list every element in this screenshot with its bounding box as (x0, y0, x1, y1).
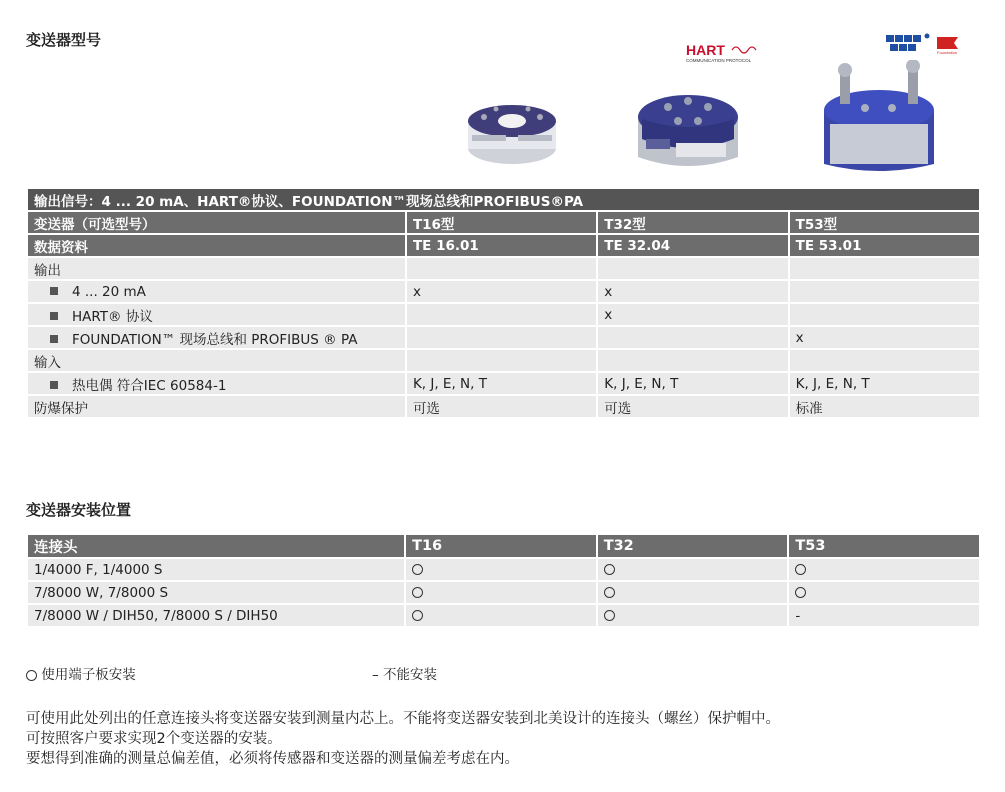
table1-row-label-cell (28, 258, 405, 279)
table1-row-label: HART® 协议 (72, 308, 153, 325)
table2-cell: - (789, 605, 979, 626)
table1-row-label: 输入 (34, 354, 61, 371)
table1-header-cell: T32型 (598, 212, 787, 233)
table2-body (28, 559, 979, 626)
table2-cell (406, 605, 596, 626)
note-line: 可使用此处列出的任意连接头将变送器安装到测量内芯上。不能将变送器安装到北美设计的连接头（螺丝）保护帽中。 (26, 711, 780, 727)
table1-header-cell: T16型 (407, 212, 596, 233)
square-bullet-icon (50, 312, 58, 320)
table1-row-label-cell (28, 281, 405, 302)
table2-cell (406, 559, 596, 580)
table1-row-label-cell (28, 373, 405, 394)
table1-header-cell: T53型 (790, 212, 979, 233)
table2-row (28, 582, 979, 603)
table1-cell: x (407, 281, 596, 302)
legend-dash-text: – 不能安装 (372, 667, 438, 683)
table1-row-label-cell (28, 396, 405, 417)
table2-header-row (28, 535, 979, 557)
table2-cell (789, 582, 979, 603)
table2-header-cell: T32 (598, 535, 788, 557)
profibus-foundation-logo (882, 31, 960, 55)
circle-icon (412, 587, 423, 598)
circle-icon (26, 670, 37, 681)
table1-cell: K, J, E, N, T (598, 373, 787, 394)
table2-row-label: 1/4000 F, 1/4000 S (28, 559, 404, 580)
table2-cell (406, 582, 596, 603)
table1-row-label: 防爆保护 (34, 400, 88, 417)
circle-icon (604, 564, 615, 575)
table1-header-row (28, 212, 979, 233)
table1-datasheet-cell: 数据资料 (28, 235, 405, 256)
legend-circle (26, 663, 136, 683)
table1-row (28, 258, 979, 279)
table1-cell (790, 350, 979, 371)
table1-cell: 标准 (790, 396, 979, 417)
table2-cell (598, 559, 788, 580)
note-line: 要想得到准确的测量总偏差值，必须将传感器和变送器的测量偏差考虑在内。 (26, 751, 519, 767)
table1-row-label: FOUNDATION™ 现场总线和 PROFIBUS ® PA (72, 331, 358, 348)
table1-row (28, 304, 979, 325)
table1-datasheet-cell: TE 32.04 (598, 235, 787, 256)
table1-row (28, 281, 979, 302)
table2-header-cell: T16 (406, 535, 596, 557)
table1-cell (407, 327, 596, 348)
circle-icon (412, 564, 423, 575)
table1-cell (790, 258, 979, 279)
table1-datasheet-row (28, 235, 979, 256)
table2-cell (598, 605, 788, 626)
table2-cell (789, 559, 979, 580)
circle-icon (795, 587, 806, 598)
t53-transmitter-image (820, 60, 938, 178)
square-bullet-icon (50, 287, 58, 295)
table1-cell: 可选 (598, 396, 787, 417)
table1-cell (407, 350, 596, 371)
table1-header-cell: 变送器（可选型号） (28, 212, 405, 233)
table2-row-label: 7/8000 W, 7/8000 S (28, 582, 404, 603)
table1-cell: K, J, E, N, T (407, 373, 596, 394)
table1-cell (790, 281, 979, 302)
table1-cell: x (598, 281, 787, 302)
section2-title: 变送器安装位置 (26, 501, 132, 519)
square-bullet-icon (50, 335, 58, 343)
note-line: 可按照客户要求实现2个变送器的安装。 (26, 731, 282, 747)
legend-circle-text: 使用端子板安装 (41, 667, 136, 683)
section1-title: 变送器型号 (26, 31, 102, 49)
circle-icon (604, 610, 615, 621)
table1-cell (407, 258, 596, 279)
table1-body (28, 258, 979, 417)
t32-transmitter-image (632, 77, 744, 172)
table1-cell (598, 258, 787, 279)
table1-row-label: 4 ... 20 mA (72, 283, 146, 300)
hart-logo-subtext: COMMUNICATION PROTOCOL (686, 58, 752, 63)
table1-banner-row (28, 189, 979, 210)
table1-row (28, 327, 979, 348)
circle-icon (604, 587, 615, 598)
table1-cell (790, 304, 979, 325)
table1-cell (407, 304, 596, 325)
table1-cell: x (598, 304, 787, 325)
square-bullet-icon (50, 381, 58, 389)
table1-row-label-cell (28, 327, 405, 348)
table1-cell: 可选 (407, 396, 596, 417)
circle-icon (795, 564, 806, 575)
table1-row (28, 373, 979, 394)
table1-cell: x (790, 327, 979, 348)
table1-cell: K, J, E, N, T (790, 373, 979, 394)
table1-cell (598, 350, 787, 371)
transmitter-models-table (26, 187, 981, 419)
table2-cell (598, 582, 788, 603)
table1-row (28, 396, 979, 417)
table1-row (28, 350, 979, 371)
mounting-position-table (26, 533, 981, 628)
table2-row (28, 559, 979, 580)
table1-datasheet-cell: TE 16.01 (407, 235, 596, 256)
table2-header-cell: 连接头 (28, 535, 404, 557)
table1-cell (598, 327, 787, 348)
table1-row-label-cell (28, 304, 405, 325)
table1-datasheet-cell: TE 53.01 (790, 235, 979, 256)
hart-logo (686, 42, 762, 64)
table1-row-label: 输出 (34, 262, 61, 279)
circle-icon (412, 610, 423, 621)
table1-row-label-cell (28, 350, 405, 371)
table2-header-cell: T53 (789, 535, 979, 557)
hart-logo-text: HART (686, 42, 725, 58)
table1-row-label: 热电偶 符合IEC 60584-1 (72, 377, 227, 394)
fieldbus-logo-text: Foundation (937, 50, 958, 55)
t16-transmitter-image (462, 93, 562, 168)
table2-row-label: 7/8000 W / DIH50, 7/8000 S / DIH50 (28, 605, 404, 626)
table2-row (28, 605, 979, 626)
table1-banner: 输出信号：4 ... 20 mA、HART®协议、FOUNDATION™现场总线和PROFIBUS®PA (28, 189, 979, 210)
